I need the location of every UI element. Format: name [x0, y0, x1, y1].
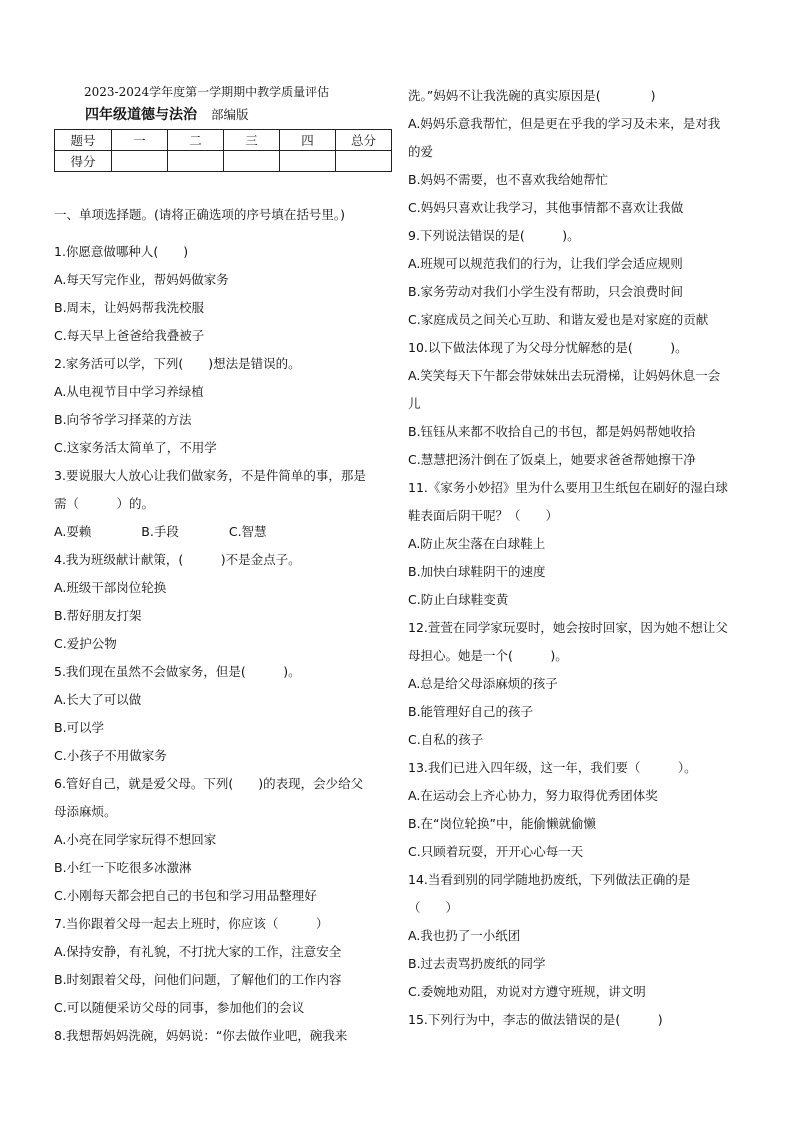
question-text-line: B.家务劳动对我们小学生没有帮助，只会浪费时间 [408, 284, 684, 299]
score-table-header-cell: 一 [112, 130, 168, 151]
question-text-line: A.长大了可以做 [54, 692, 142, 707]
question-text-line: B.周末，让妈妈帮我洗校服 [54, 300, 205, 315]
question-text-line: B.小红一下吃很多冰激淋 [54, 860, 192, 875]
score-row-label: 得分 [55, 151, 112, 172]
question-text-line: B.过去责骂扔废纸的同学 [408, 956, 546, 971]
question-text-line: A.在运动会上齐心协力，努力取得优秀团体奖 [408, 788, 658, 803]
score-cell[interactable] [280, 151, 336, 172]
question-text-line: C.每天早上爸爸给我叠被子 [54, 328, 205, 343]
page-title-top: 2023-2024学年度第一学期期中教学质量评估 [84, 85, 330, 99]
question-text-line: C.小孩子不用做家务 [54, 748, 167, 763]
question-text-line: A.笑笑每天下午都会带妹妹出去玩滑梯，让妈妈休息一会 [408, 368, 721, 383]
score-cell[interactable] [336, 151, 392, 172]
page-title [85, 104, 249, 124]
question-text-line: C.防止白球鞋变黄 [408, 592, 509, 607]
question-text-line: C.自私的孩子 [408, 732, 484, 747]
question-text-line: 12.萱萱在同学家玩耍时，她会按时回家，因为她不想让父 [408, 620, 728, 635]
question-text-line: 一、单项选择题。(请将正确选项的序号填在括号里。) [54, 207, 346, 222]
question-text-line: 13.我们已进入四年级，这一年，我们要（ ）。 [408, 760, 697, 775]
question-text-line: 10.以下做法体现了为父母分忧解愁的是( )。 [408, 340, 688, 355]
question-text-line: 1.你愿意做哪种人( ) [54, 244, 189, 259]
subject-title: 四年级道德与法治 [85, 107, 197, 123]
question-text-line: B.钰钰从来都不收拾自己的书包，都是妈妈帮她收拾 [408, 424, 696, 439]
question-text-line: B.妈妈不需要，也不喜欢我给她帮忙 [408, 172, 609, 187]
question-text-line: C.妈妈只喜欢让我学习，其他事情都不喜欢让我做 [408, 200, 684, 215]
score-table [54, 129, 392, 172]
question-text-line: 母担心。她是一个( )。 [408, 648, 568, 663]
question-text-line: 9.下列说法错误的是( )。 [408, 228, 580, 243]
score-table-header-row [55, 130, 392, 151]
question-text-line: C.家庭成员之间关心互助、和谐友爱也是对家庭的贡献 [408, 312, 709, 327]
question-text-line: A.耍赖 B.手段 C.智慧 [54, 524, 267, 539]
score-cell[interactable] [224, 151, 280, 172]
question-text-line: 6.管好自己，就是爱父母。下列( )的表现，会少给父 [54, 776, 364, 791]
score-table-header-cell: 三 [224, 130, 280, 151]
edition-label: 部编版 [210, 107, 249, 122]
question-text-line: A.小亮在同学家玩得不想回家 [54, 832, 217, 847]
question-text-line: C.小刚每天都会把自己的书包和学习用品整理好 [54, 888, 317, 903]
question-text-line: 5.我们现在虽然不会做家务，但是( )。 [54, 664, 301, 679]
question-text-line: 鞋表面后阴干呢？（ ） [408, 508, 559, 523]
question-text-line: A.保持安静，有礼貌，不打扰大家的工作，注意安全 [54, 944, 342, 959]
question-text-line: 2.家务活可以学，下列( )想法是错误的。 [54, 356, 301, 371]
question-text-line: B.加快白球鞋阴干的速度 [408, 564, 546, 579]
question-text-line: 母添麻烦。 [54, 804, 117, 819]
score-table-score-row [55, 151, 392, 172]
question-text-line: C.只顾着玩耍，开开心心每一天 [408, 844, 584, 859]
score-table-header-cell: 四 [280, 130, 336, 151]
question-text-line: C.委婉地劝阻，劝说对方遵守班规，讲文明 [408, 984, 646, 999]
question-text-line: B.能管理好自己的孩子 [408, 704, 534, 719]
question-text-line: 儿 [408, 396, 421, 411]
score-cell[interactable] [112, 151, 168, 172]
question-text-line: 的爱 [408, 144, 434, 159]
question-text-line: A.总是给父母添麻烦的孩子 [408, 676, 558, 691]
score-cell[interactable] [168, 151, 224, 172]
question-text-line: 11.《家务小妙招》里为什么要用卫生纸包在刷好的湿白球 [408, 480, 728, 495]
question-text-line: C.爱护公物 [54, 636, 117, 651]
question-text-line: 7.当你跟着父母一起去上班时，你应该（ ） [54, 916, 329, 931]
question-text-line: B.帮好朋友打架 [54, 608, 142, 623]
question-text-line: B.可以学 [54, 720, 105, 735]
question-text-line: A.从电视节目中学习养绿植 [54, 384, 204, 399]
question-text-line: 4.我为班级献计献策，( )不是金点子。 [54, 552, 301, 567]
question-text-line: 8.我想帮妈妈洗碗，妈妈说：“你去做作业吧，碗我来 [54, 1028, 348, 1043]
question-text-line: A.班级干部岗位轮换 [54, 580, 167, 595]
question-text-line: 需（ ）的。 [54, 496, 155, 511]
score-table-header-cell: 总分 [336, 130, 392, 151]
question-text-line: 15.下列行为中，李志的做法错误的是( ) [408, 1012, 663, 1027]
question-text-line: C.这家务活太简单了，不用学 [54, 440, 217, 455]
question-text-line: A.我也扔了一小纸团 [408, 928, 521, 943]
question-text-line: 洗。”妈妈不让我洗碗的真实原因是( ) [408, 88, 656, 103]
question-text-line: B.向爷爷学习择菜的方法 [54, 412, 192, 427]
score-table-header-cell: 题号 [55, 130, 112, 151]
question-text-line: 14.当看到别的同学随地扔废纸，下列做法正确的是 [408, 872, 691, 887]
question-text-line: B.在“岗位轮换”中，能偷懒就偷懒 [408, 816, 597, 831]
question-text-line: 3.要说服大人放心让我们做家务，不是件简单的事，那是 [54, 468, 366, 483]
question-text-line: A.班规可以规范我们的行为，让我们学会适应规则 [408, 256, 683, 271]
question-text-line: A.每天写完作业，帮妈妈做家务 [54, 272, 229, 287]
question-text-line: B.时刻跟着父母，问他们问题，了解他们的工作内容 [54, 972, 342, 987]
question-text-line: C.可以随便采访父母的同事，参加他们的会议 [54, 1000, 305, 1015]
question-text-line: A.防止灰尘落在白球鞋上 [408, 536, 546, 551]
question-text-line: C.慧慧把汤汁倒在了饭桌上，她要求爸爸帮她擦干净 [408, 452, 696, 467]
question-text-line: （ ） [408, 900, 459, 915]
question-text-line: A.妈妈乐意我帮忙，但是更在乎我的学习及未来，是对我 [408, 116, 721, 131]
score-table-header-cell: 二 [168, 130, 224, 151]
